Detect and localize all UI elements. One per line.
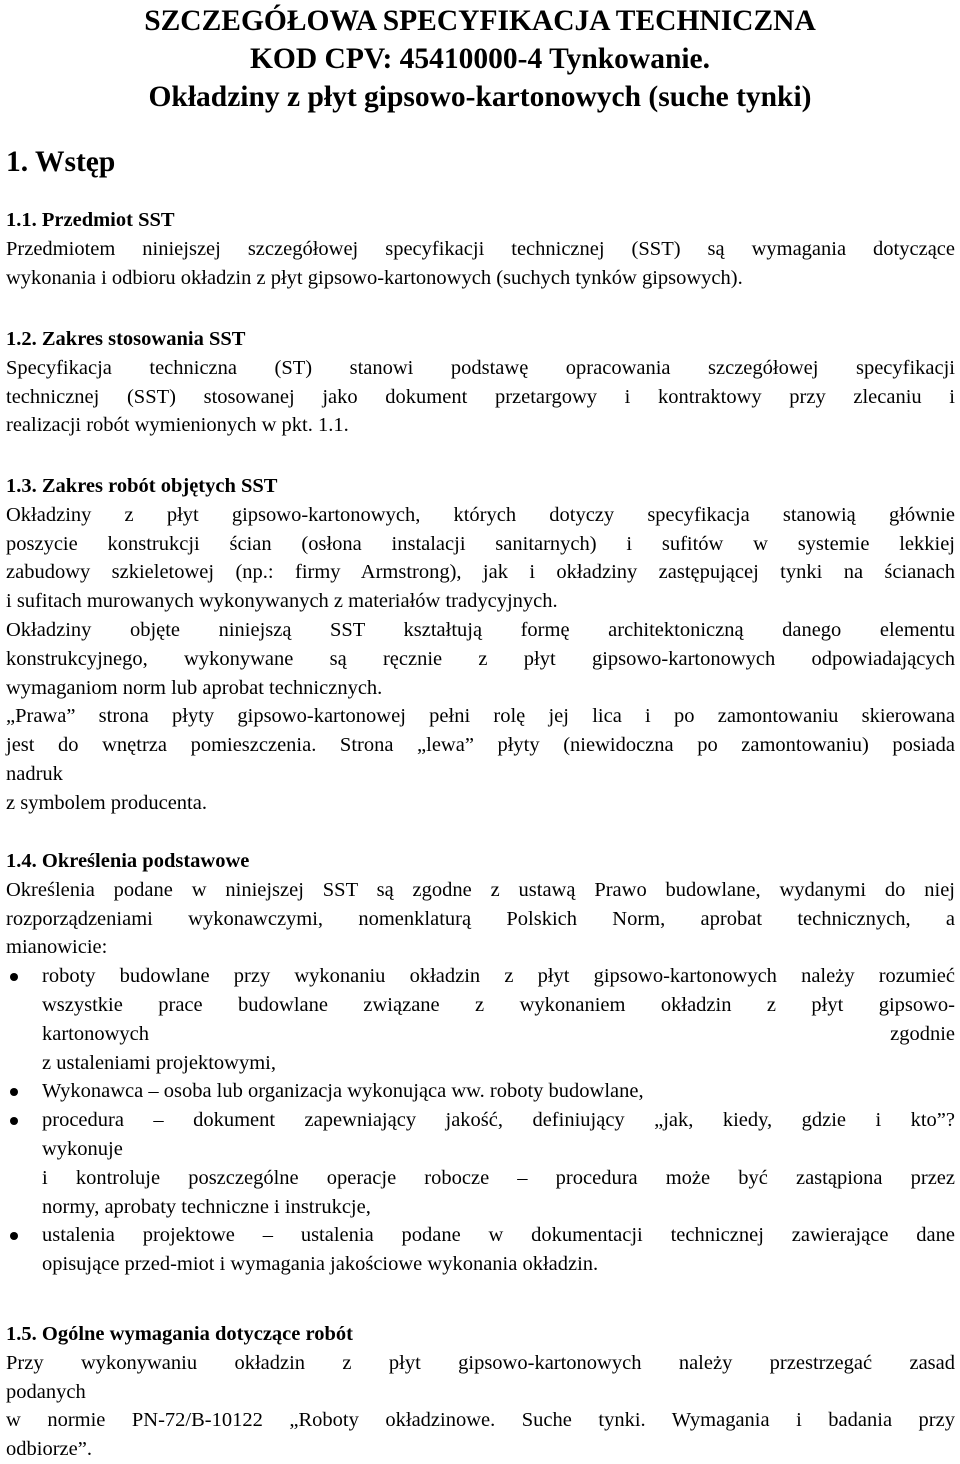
- list-item-line: procedura – dokument zapewniający jakość, definiujący „jak, kiedy, gdzie i kto”?: [42, 1109, 955, 1132]
- bullet-icon: [10, 1088, 18, 1096]
- list-item-line: Wykonawca – osoba lub organizacja wykonująca ww. roboty budowlane,: [42, 1080, 644, 1103]
- list-item-line: wszystkie prace budowlane związane z wykonaniem okładzin z płyt gipsowo-: [42, 993, 955, 1016]
- section-1-1: [6, 206, 955, 292]
- section-1-2-text-line: technicznej (SST) stosowanej jako dokument przetargowy i kontraktowy przy zlecaniu i: [6, 385, 955, 408]
- paragraph-line: nadruk: [6, 762, 63, 785]
- list-item-line: kartonowych zgodnie: [42, 1022, 955, 1045]
- section-1-4-heading: 1.4. Określenia podstawowe: [6, 850, 250, 872]
- list-item-line: wykonuje: [42, 1137, 123, 1160]
- section-1-3-heading: 1.3. Zakres robót objętych SST: [6, 475, 278, 497]
- bullet-icon: [10, 1117, 18, 1125]
- section-1-3: [6, 472, 955, 818]
- definitions-list: [6, 962, 955, 1279]
- paragraph-line: konstrukcyjnego, wykonywane są ręcznie z płyt gipsowo-kartonowych odpowiadających: [6, 647, 955, 670]
- section-1-4: [6, 847, 955, 1279]
- section-1-2-text-line: Specyfikacja techniczna (ST) stanowi podstawę opracowania szczegółowej specyfikacji: [6, 356, 955, 379]
- section-1-2: [6, 325, 955, 440]
- list-item-line: normy, aprobaty techniczne i instrukcje,: [42, 1195, 371, 1218]
- paragraph-line: w normie PN-72/B-10122 „Roboty okładzinowe. Suche tynki. Wymagania i badania przy: [6, 1409, 955, 1432]
- section-1-2-heading: 1.2. Zakres stosowania SST: [6, 328, 246, 350]
- paragraph-line: podanych: [6, 1380, 86, 1403]
- section-1-1-text-line: Przedmiotem niniejszej szczegółowej specyfikacji technicznej (SST) są wymagania dotyczące: [6, 237, 955, 260]
- paragraph-line: Okładziny z płyt gipsowo-kartonowych, których dotyczy specyfikacja stanowią głównie: [6, 503, 955, 526]
- paragraph-line: jest do wnętrza pomieszczenia. Strona „lewa” płyty (niewidoczna po zamontowaniu) posiada: [6, 734, 955, 757]
- paragraph-line: odbiorze”.: [6, 1438, 92, 1461]
- document-title-line-1: SZCZEGÓŁOWA SPECYFIKACJA TECHNICZNA: [144, 5, 816, 37]
- paragraph-line: z symbolem producenta.: [6, 791, 207, 814]
- paragraph-line: Okładziny objęte niniejszą SST kształtują formę architektoniczną danego elementu: [6, 618, 955, 641]
- document-title-line-2: KOD CPV: 45410000-4 Tynkowanie.: [249, 43, 711, 75]
- paragraph-line: Przy wykonywaniu okładzin z płyt gipsowo-kartonowych należy przestrzegać zasad: [6, 1351, 955, 1374]
- section-1-5-heading: 1.5. Ogólne wymagania dotyczące robót: [6, 1323, 353, 1345]
- paragraph-line: mianowicie:: [6, 936, 108, 959]
- paragraph-line: wymaganiom norm lub aprobat technicznych.: [6, 676, 383, 699]
- paragraph-line: „Prawa” strona płyty gipsowo-kartonowej pełni rolę jej lica i po zamontowaniu skierowana: [6, 705, 955, 728]
- section-1-1-heading: 1.1. Przedmiot SST: [6, 209, 175, 231]
- paragraph-line: Określenia podane w niniejszej SST są zgodne z ustawą Prawo budowlane, wydanymi do niej: [6, 878, 955, 901]
- document-title-line-3: Okładziny z płyt gipsowo-kartonowych (suche tynki): [148, 81, 812, 113]
- list-item: [6, 962, 955, 1077]
- section-1-heading: 1. Wstęp: [6, 146, 116, 178]
- section-1-2-text-line: realizacji robót wymienionych w pkt. 1.1.: [6, 414, 349, 437]
- list-item-line: roboty budowlane przy wykonaniu okładzin z płyt gipsowo-kartonowych należy rozumieć: [42, 965, 955, 988]
- list-item: [6, 1077, 955, 1106]
- paragraph-line: poszycie konstrukcji ścian (osłona instalacji sanitarnych) i sufitów w systemie lekkiej: [6, 532, 955, 555]
- list-item: [6, 1221, 955, 1279]
- paragraph-line: zabudowy szkieletowej (np.: firmy Armstrong), jak i okładziny zastępującej tynki na ścianach: [6, 561, 955, 584]
- bullet-icon: [10, 973, 18, 981]
- list-item-line: i kontroluje poszczególne operacje robocze – procedura może być zastąpiona przez: [42, 1166, 955, 1189]
- paragraph-line: i sufitach murowanych wykonywanych z materiałów tradycyjnych.: [6, 590, 558, 613]
- section-1-1-text-line: wykonania i odbioru okładzin z płyt gipsowo-kartonowych (suchych tynków gipsowych).: [6, 266, 743, 289]
- paragraph-line: rozporządzeniami wykonawczymi, nomenklaturą Polskich Norm, aprobat technicznych, a: [6, 907, 955, 930]
- list-item-line: opisujące przed-miot i wymagania jakościowe wykonania okładzin.: [42, 1253, 599, 1276]
- list-item: [6, 1106, 955, 1221]
- list-item-line: ustalenia projektowe – ustalenia podane w dokumentacji technicznej zawierające dane: [42, 1224, 955, 1247]
- list-item-line: z ustaleniami projektowymi,: [42, 1051, 276, 1074]
- section-1-5: [6, 1320, 955, 1464]
- bullet-icon: [10, 1232, 18, 1240]
